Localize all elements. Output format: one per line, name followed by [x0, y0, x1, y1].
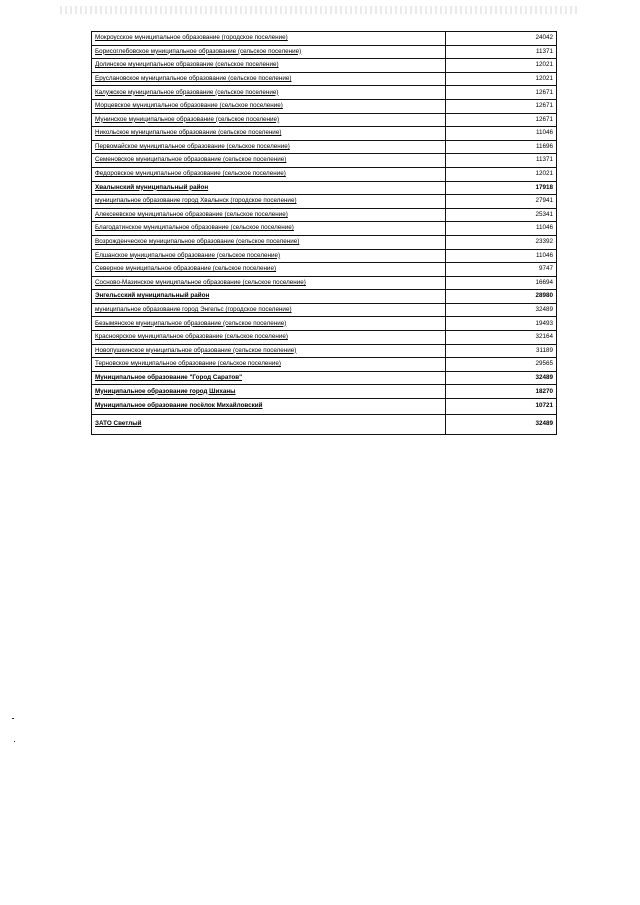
table-row — [92, 263, 557, 277]
table-row — [92, 235, 557, 249]
municipality-value: 24042 — [446, 32, 557, 46]
table-row — [92, 86, 557, 100]
municipality-name: Семеновское муниципальное образование (сельское поселение) — [92, 154, 446, 168]
municipality-name: ЗАТО Светлый — [92, 415, 446, 435]
scan-speck — [12, 718, 14, 719]
municipality-name: Борисоглебовское муниципальное образование (сельское поселение) — [92, 45, 446, 59]
municipality-name: Никольское муниципальное образование (сельское поселение) — [92, 127, 446, 141]
municipality-name: Мунинское муниципальное образование (сельское поселение) — [92, 113, 446, 127]
table-row — [92, 399, 557, 415]
table-row — [92, 222, 557, 236]
municipality-value: 32489 — [446, 415, 557, 435]
table-row — [92, 358, 557, 372]
municipality-value: 12021 — [446, 167, 557, 181]
municipality-value: 32489 — [446, 303, 557, 317]
table-row — [92, 72, 557, 86]
municipality-value: 12021 — [446, 59, 557, 73]
table-row — [92, 303, 557, 317]
table-row — [92, 415, 557, 435]
municipality-name: Муниципальное образование "Город Саратов" — [92, 371, 446, 385]
municipality-value: 12671 — [446, 113, 557, 127]
municipality-value: 16694 — [446, 276, 557, 290]
municipality-value: 32489 — [446, 371, 557, 385]
municipality-name: Первомайское муниципальное образование (сельское поселение) — [92, 140, 446, 154]
municipality-name: Муниципальное образование посёлок Михайловский — [92, 399, 446, 415]
municipality-name: Федоровское муниципальное образование (сельское поселение) — [92, 167, 446, 181]
municipality-value: 11696 — [446, 140, 557, 154]
table-row — [92, 195, 557, 209]
municipality-value: 25341 — [446, 208, 557, 222]
municipality-value: 12021 — [446, 72, 557, 86]
scan-artifact — [60, 6, 580, 14]
table-row — [92, 276, 557, 290]
table-row — [92, 331, 557, 345]
municipality-name: Алексеевское муниципальное образование (сельское поселение) — [92, 208, 446, 222]
municipality-value: 11371 — [446, 154, 557, 168]
municipality-name: Долинское муниципальное образование (сельское поселение) — [92, 59, 446, 73]
table-row — [92, 59, 557, 73]
municipality-name: Возрожденческое муниципальное образование (сельское поселение) — [92, 235, 446, 249]
municipality-name: Еруслановское муниципальное образование (сельское поселение) — [92, 72, 446, 86]
municipality-value: 11046 — [446, 249, 557, 263]
municipality-name: Морцевское муниципальное образование (сельское поселение) — [92, 99, 446, 113]
municipality-value: 10721 — [446, 399, 557, 415]
table-row — [92, 140, 557, 154]
municipality-name: Энгельсский муниципальный район — [92, 290, 446, 304]
scan-speck — [14, 741, 15, 742]
table-row — [92, 99, 557, 113]
municipality-value: 18270 — [446, 385, 557, 399]
municipality-value: 23392 — [446, 235, 557, 249]
municipality-value: 11371 — [446, 45, 557, 59]
municipality-value: 32164 — [446, 331, 557, 345]
municipality-value: 31189 — [446, 344, 557, 358]
table-row — [92, 371, 557, 385]
municipality-value: 27941 — [446, 195, 557, 209]
table-row — [92, 385, 557, 399]
table-row — [92, 249, 557, 263]
municipality-value: 28980 — [446, 290, 557, 304]
municipality-value: 11046 — [446, 222, 557, 236]
municipal-table — [91, 31, 557, 435]
municipality-name: муниципальное образование город Энгельс (городское поселение) — [92, 303, 446, 317]
table-row — [92, 32, 557, 46]
table-body — [92, 32, 557, 435]
municipality-name: Северное муниципальное образование (сельское поселение) — [92, 263, 446, 277]
municipality-name: Муниципальное образование город Шиханы — [92, 385, 446, 399]
table-row — [92, 154, 557, 168]
table-row — [92, 317, 557, 331]
municipality-name: Безымянское муниципальное образование (сельское поселение) — [92, 317, 446, 331]
municipality-value: 19493 — [446, 317, 557, 331]
municipality-name: Мокроусское муниципальное образование (городское поселение) — [92, 32, 446, 46]
municipality-value: 17918 — [446, 181, 557, 195]
municipality-name: Терновское муниципальное образование (сельское поселение) — [92, 358, 446, 372]
table-row — [92, 208, 557, 222]
table-row — [92, 344, 557, 358]
table-row — [92, 127, 557, 141]
municipality-name: Хвалынский муниципальный район — [92, 181, 446, 195]
table-row — [92, 181, 557, 195]
table-row — [92, 167, 557, 181]
municipality-name: Красноярское муниципальное образование (сельское поселение) — [92, 331, 446, 345]
municipality-value: 12671 — [446, 99, 557, 113]
municipality-value: 29565 — [446, 358, 557, 372]
table-row — [92, 113, 557, 127]
municipality-value: 11046 — [446, 127, 557, 141]
municipality-name: Калужское муниципальное образование (сельское поселение) — [92, 86, 446, 100]
table-row — [92, 290, 557, 304]
table-row — [92, 45, 557, 59]
municipality-value: 9747 — [446, 263, 557, 277]
municipality-name: Новопушкинское муниципальное образование (сельское поселение) — [92, 344, 446, 358]
municipality-name: Благодатинское муниципальное образование (сельское поселение) — [92, 222, 446, 236]
municipality-name: Елшанское муниципальное образование (сельское поселение) — [92, 249, 446, 263]
municipality-name: Сосново-Мазинское муниципальное образование (сельское поселение) — [92, 276, 446, 290]
municipality-value: 12671 — [446, 86, 557, 100]
municipality-name: муниципальное образование город Хвалынск (городское поселение) — [92, 195, 446, 209]
